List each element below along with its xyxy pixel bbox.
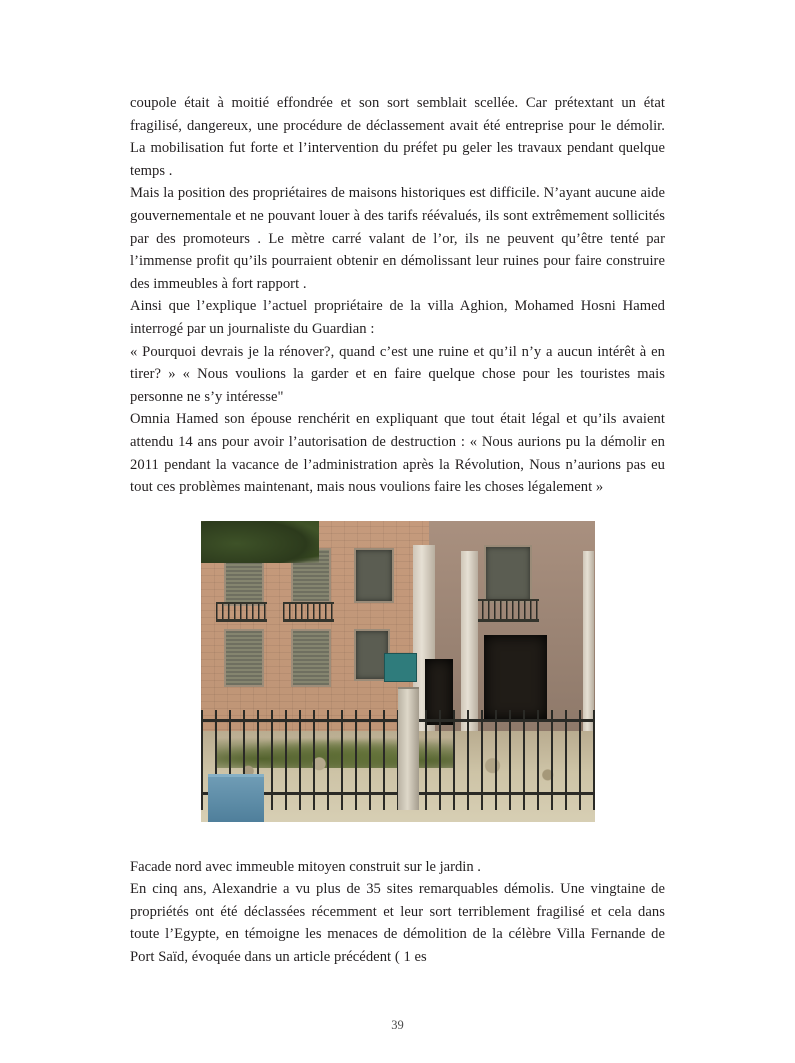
photo-window [354,548,393,603]
paragraph-4: « Pourquoi devrais je la rénover?, quand c’est une ruine et qu’il n’y a aucun intérêt à en tirer? » « Nous voulions la garder et en faire quelque chose pour les touristes mais personne ne s’y intéresse" [130,343,665,405]
photo-tree-foliage [201,521,319,563]
figure-block [130,521,665,822]
photo-balcony-railing [216,602,267,622]
figure-caption: Facade nord avec immeuble mitoyen construit sur le jardin . [130,858,481,875]
document-body [130,92,665,969]
paragraph-closing: En cinq ans, Alexandrie a vu plus de 35 sites remarquables démolis. Une vingtaine de propriétés ont été déclassées récemment et leur sort terriblement fragilisé et cela dans toute l’Egypte, en témoigne les menaces de démolition de la célèbre Villa Fernande de Port Saïd, évoquée dans un article précédent ( 1 es [130,881,665,966]
paragraph-5: Omnia Hamed son épouse renchérit en expliquant que tout était légal et qu’ils avaient attendu 14 ans pour avoir l’autorisation de destruction : « Nous aurions pu la démolir en 2011 pendant la vacance de l’administration après la Révolution, Nous n’aurions pas eu tout ces problèmes maintenant, mais nous voulions faire les choses légalement » [130,411,665,496]
photo-shutter [224,629,263,687]
page-number: 39 [391,1018,404,1032]
paragraph-3: Ainsi que l’explique l’actuel propriétaire de la villa Aghion, Mohamed Hosni Hamed interrogé par un journaliste du Guardian : [130,298,665,337]
photo-balcony-railing [283,602,334,622]
photo-villa-facade-nord [201,521,595,822]
photo-sign-plaque [384,653,418,682]
paragraph-1: coupole était à moitié effondrée et son sort semblait scellée. Car prétextant un état fragilisé, dangereux, une procédure de déclassement avait été entreprise pour le démolir. La mobilisation fut forte et l’intervention du préfet pu geler les travaux pendant quelque temps . [130,95,665,179]
photo-shutter [291,629,330,687]
paragraph-2: Mais la position des propriétaires de maisons historiques est difficile. N’ayant aucune aide gouvernementale et ne pouvant louer à des tarifs réévalués, ils sont extrêmement sollicités par des promoteurs . Le mètre carré valant de l’or, ils ne peuvent qu’être tenté par l’immense profit qu’ils pourraient obtenir en démolissant leur ruines pour faire construire des immeubles à fort rapport . [130,185,665,292]
photo-dark-opening [484,635,547,719]
photo-gate-pillar [398,687,420,809]
photo-window [484,545,531,603]
photo-balcony-railing [476,599,539,622]
photo-blue-kiosk [208,774,263,822]
